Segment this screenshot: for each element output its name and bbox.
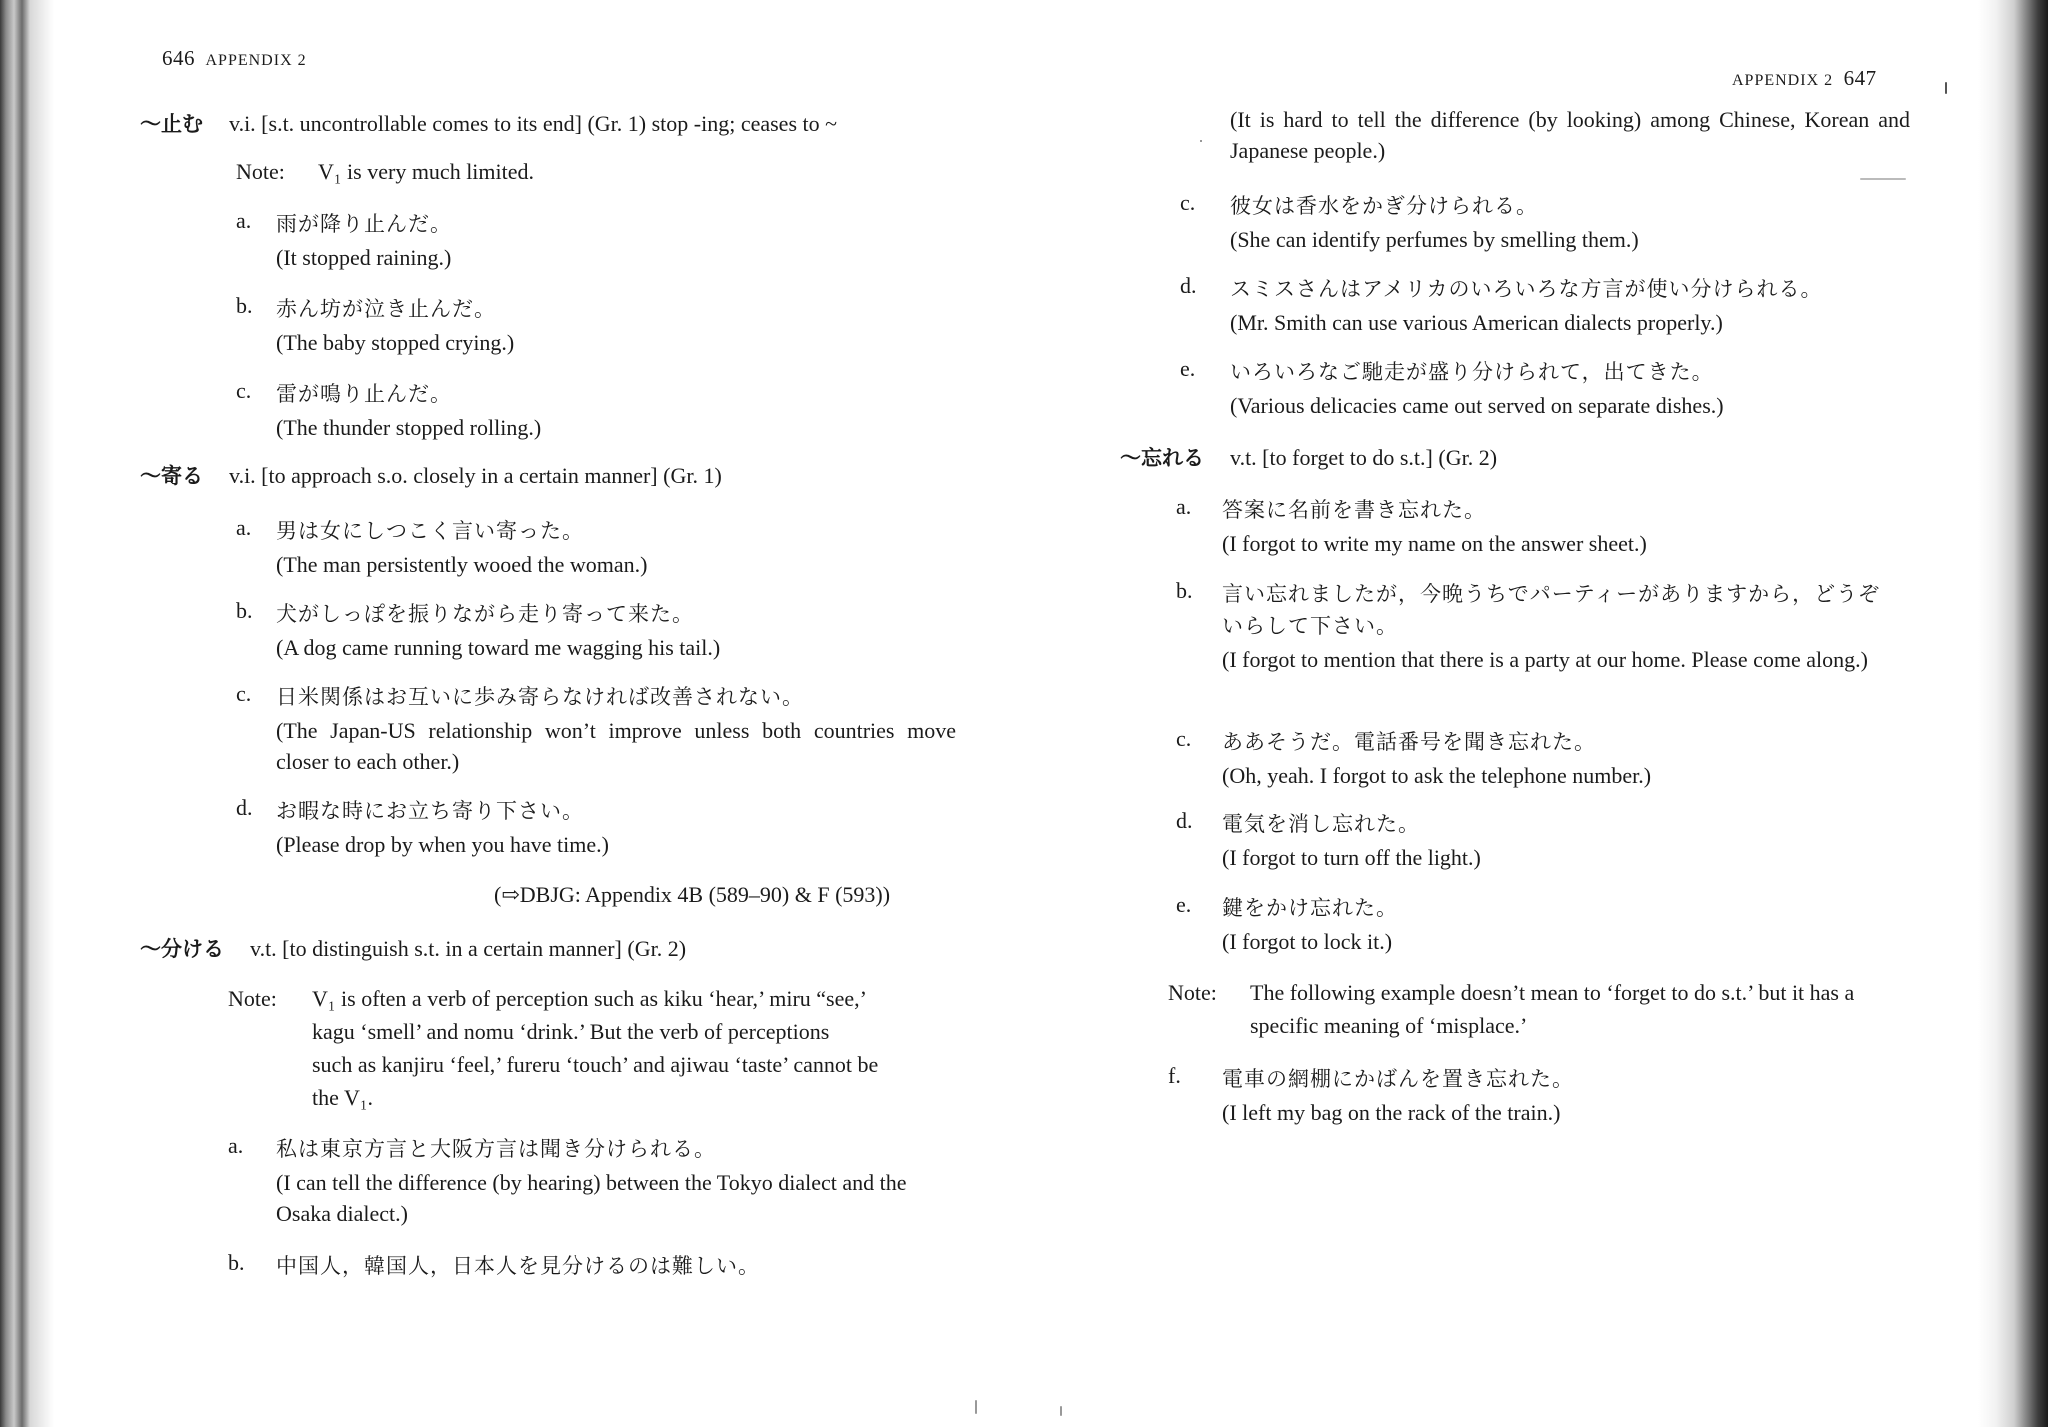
example-japanese: 言い忘れましたが，今晩うちでパーティーがありますから，どうぞ bbox=[1222, 582, 1881, 606]
example-translation: (I left my bag on the rack of the train.) bbox=[1222, 1100, 1561, 1125]
note-line: the V₁. bbox=[312, 1085, 374, 1110]
book-spine-right bbox=[1978, 0, 2048, 1427]
example-japanese: お暇な時にお立ち寄り下さい。 bbox=[276, 799, 584, 823]
example-marker: b. bbox=[236, 598, 253, 623]
entry-wakeru bbox=[140, 933, 686, 963]
right-running-title: APPENDIX 2 bbox=[1732, 72, 1834, 89]
example-japanese: 犬がしっぽを振りながら走り寄って来た。 bbox=[276, 602, 694, 626]
example-marker: a. bbox=[1176, 494, 1192, 519]
example bbox=[236, 515, 956, 585]
example-marker: c. bbox=[236, 681, 252, 706]
definition: v.t. [to forget to do s.t.] (Gr. 2) bbox=[1230, 445, 1498, 470]
scan-speck bbox=[1860, 178, 1906, 180]
definition: v.i. [s.t. uncontrollable comes to its end] (Gr. 1) stop -ing; ceases to ~ bbox=[229, 111, 838, 136]
headword: ～寄る bbox=[140, 464, 203, 488]
example bbox=[236, 293, 956, 363]
example-translation: (Please drop by when you have time.) bbox=[276, 832, 609, 857]
right-page-number: 647 bbox=[1843, 66, 1877, 90]
example-japanese: 中国人，韓国人，日本人を見分けるのは難しい。 bbox=[276, 1254, 760, 1278]
example-marker: d. bbox=[1176, 808, 1193, 833]
example-japanese: 電車の網棚にかばんを置き忘れた。 bbox=[1222, 1067, 1574, 1091]
example-translation: (She can identify perfumes by smelling them.) bbox=[1230, 227, 1639, 252]
example-translation: (I can tell the difference (by hearing) between the Tokyo dialect and the Osaka dialect.) bbox=[276, 1170, 907, 1226]
example bbox=[236, 795, 956, 865]
right-running-head bbox=[1732, 66, 1877, 91]
left-page-number: 646 bbox=[162, 46, 195, 70]
continuation-translation bbox=[1230, 104, 1910, 174]
example bbox=[236, 208, 956, 278]
headword: ～止む bbox=[140, 112, 203, 136]
example-japanese: 赤ん坊が泣き止んだ。 bbox=[276, 297, 496, 321]
example bbox=[1176, 892, 1916, 962]
scan-speck bbox=[1945, 82, 1947, 94]
example bbox=[1176, 808, 1916, 878]
example-marker: d. bbox=[236, 795, 253, 820]
example-japanese-continued: いらして下さい。 bbox=[1222, 614, 1398, 638]
note-text: V₁ is very much limited. bbox=[318, 159, 535, 184]
definition: v.t. [to distinguish s.t. in a certain manner] (Gr. 2) bbox=[250, 936, 687, 961]
example-marker: d. bbox=[1180, 273, 1197, 298]
example bbox=[1176, 494, 1916, 564]
example-japanese: ああそうだ。電話番号を聞き忘れた。 bbox=[1222, 730, 1596, 754]
example-marker: b. bbox=[236, 293, 253, 318]
entry-yamu bbox=[140, 108, 837, 138]
left-running-title: APPENDIX 2 bbox=[205, 52, 307, 69]
scan-speck bbox=[1200, 140, 1202, 142]
note-label: Note: bbox=[1168, 980, 1217, 1005]
example-translation: (Mr. Smith can use various American dialects properly.) bbox=[1230, 310, 1723, 335]
note-wasureru bbox=[1168, 976, 1908, 1046]
example-translation: (The Japan-US relationship won’t improve unless both countries move closer to each other.) bbox=[276, 718, 956, 774]
example-translation: (I forgot to lock it.) bbox=[1222, 929, 1393, 954]
example-translation: (Various delicacies came out served on separate dishes.) bbox=[1230, 393, 1724, 418]
example-marker: c. bbox=[1180, 190, 1196, 215]
entry-wasureru bbox=[1120, 442, 1497, 472]
example-japanese: 答案に名前を書き忘れた。 bbox=[1222, 498, 1486, 522]
scan-speck bbox=[975, 1400, 977, 1414]
book-spine-left bbox=[0, 0, 54, 1427]
example bbox=[1180, 190, 1920, 260]
example-marker: b. bbox=[228, 1250, 245, 1275]
example-translation: (I forgot to turn off the light.) bbox=[1222, 845, 1481, 870]
note-line: such as kanjiru ‘feel,’ fureru ‘touch’ and ajiwau ‘taste’ cannot be bbox=[312, 1052, 879, 1077]
example bbox=[236, 681, 956, 781]
note-label: Note: bbox=[236, 159, 285, 184]
example-japanese: 男は女にしつこく言い寄った。 bbox=[276, 519, 584, 543]
example bbox=[228, 1250, 968, 1290]
example-translation: (A dog came running toward me wagging his tail.) bbox=[276, 635, 721, 660]
note-line: kagu ‘smell’ and nomu ‘drink.’ But the verb of perceptions bbox=[312, 1019, 830, 1044]
example-marker: e. bbox=[1180, 356, 1196, 381]
cross-reference: (⇨DBJG: Appendix 4B (589–90) & F (593)) bbox=[494, 882, 891, 907]
example-marker: a. bbox=[236, 208, 252, 233]
example-translation: (The man persistently wooed the woman.) bbox=[276, 552, 648, 577]
example-marker: c. bbox=[236, 378, 252, 403]
example-japanese: スミスさんはアメリカのいろいろな方言が使い分けられる。 bbox=[1230, 277, 1823, 301]
note-line: V₁ is often a verb of perception such as kiku ‘hear,’ miru “see,’ bbox=[312, 986, 867, 1011]
example-marker: c. bbox=[1176, 726, 1192, 751]
example-japanese: 雨が降り止んだ。 bbox=[276, 212, 452, 236]
example-translation: (I forgot to write my name on the answer sheet.) bbox=[1222, 531, 1647, 556]
entry-yoru bbox=[140, 460, 722, 490]
example bbox=[228, 1133, 968, 1233]
example-translation: (The baby stopped crying.) bbox=[276, 330, 515, 355]
example-japanese: 鍵をかけ忘れた。 bbox=[1222, 896, 1398, 920]
left-page bbox=[140, 0, 980, 1427]
example-japanese: いろいろなご馳走が盛り分けられて，出てきた。 bbox=[1230, 360, 1714, 384]
example bbox=[236, 378, 956, 448]
example bbox=[1180, 356, 1920, 426]
example-translation: (Oh, yeah. I forgot to ask the telephone number.) bbox=[1222, 763, 1652, 788]
example bbox=[236, 598, 956, 668]
example-translation: (I forgot to mention that there is a party at our home. Please come along.) bbox=[1222, 647, 1868, 672]
example bbox=[1176, 726, 1916, 796]
example-japanese: 彼女は香水をかぎ分けられる。 bbox=[1230, 194, 1538, 218]
left-running-head bbox=[162, 46, 307, 71]
example-translation: (It stopped raining.) bbox=[276, 245, 452, 270]
example-translation: (It is hard to tell the difference (by looking) among Chinese, Korean and Japanese people.) bbox=[1230, 107, 1910, 163]
right-page bbox=[1120, 0, 1920, 1427]
example-marker: f. bbox=[1168, 1063, 1181, 1088]
note-text: The following example doesn’t mean to ‘forget to do s.t.’ but it has a specific meaning of ‘misplace.’ bbox=[1250, 980, 1855, 1038]
example-marker: b. bbox=[1176, 578, 1193, 603]
example-marker: e. bbox=[1176, 892, 1192, 917]
note-label: Note: bbox=[228, 986, 277, 1011]
headword: ～忘れる bbox=[1120, 446, 1204, 470]
example-marker: a. bbox=[236, 515, 252, 540]
example-japanese: 日米関係はお互いに歩み寄らなければ改善されない。 bbox=[276, 685, 804, 709]
example bbox=[1176, 578, 1916, 708]
example bbox=[1168, 1063, 1908, 1133]
scan-speck bbox=[1060, 1406, 1062, 1416]
note-wakeru bbox=[228, 982, 968, 1117]
example-japanese: 私は東京方言と大阪方言は聞き分けられる。 bbox=[276, 1137, 716, 1161]
definition: v.i. [to approach s.o. closely in a certain manner] (Gr. 1) bbox=[229, 463, 722, 488]
example-japanese: 雷が鳴り止んだ。 bbox=[276, 382, 452, 406]
example-japanese: 電気を消し忘れた。 bbox=[1222, 812, 1420, 836]
example bbox=[1180, 273, 1920, 343]
example-translation: (The thunder stopped rolling.) bbox=[276, 415, 542, 440]
example-marker: a. bbox=[228, 1133, 244, 1158]
headword: ～分ける bbox=[140, 937, 224, 961]
